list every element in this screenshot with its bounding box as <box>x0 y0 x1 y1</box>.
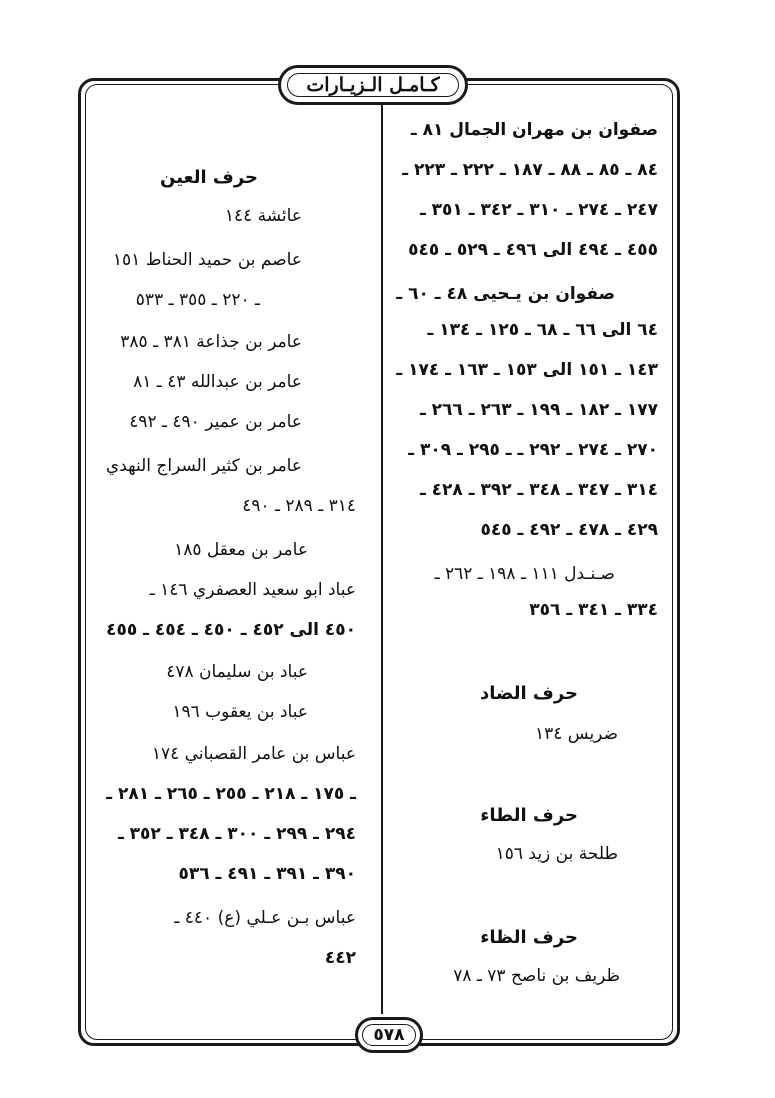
index-entry: صفوان بن يـحيى ٤٨ ـ ٦٠ ـ <box>396 284 615 304</box>
index-entry: صـنـدل ١١١ ـ ١٩٨ ـ ٢٦٢ ـ <box>434 564 615 584</box>
section-heading: حرف الضاد <box>479 683 578 704</box>
index-entry: ٤٥٥ ـ ٤٩٤ الى ٤٩٦ ـ ٥٢٩ ـ ٥٤٥ <box>408 240 658 260</box>
index-entry: ٢٧٠ ـ ٢٧٤ ـ ٢٩٢ ـ ـ ٢٩٥ ـ ٣٠٩ ـ <box>408 440 658 460</box>
index-entry: عامر بن معقل ١٨٥ <box>174 540 308 560</box>
running-header <box>278 65 468 105</box>
index-entry: ٤٤٢ <box>324 948 356 968</box>
index-entry: ٦٤ الى ٦٦ ـ ٦٨ ـ ١٢٥ ـ ١٣٤ ـ <box>427 320 658 340</box>
index-entry: ظريف بن ناصح ٧٣ ـ ٧٨ <box>453 966 620 986</box>
index-entry: عامر بن جذاعة ٣٨١ ـ ٣٨٥ <box>120 332 302 352</box>
index-entry: ٣١٤ ـ ٢٨٩ ـ ٤٩٠ <box>242 496 356 516</box>
section-heading: حرف الطاء <box>480 805 578 826</box>
index-entry: ٢٩٤ ـ ٢٩٩ ـ ٣٠٠ ـ ٣٤٨ ـ ٣٥٢ ـ <box>117 824 356 844</box>
index-entry: ١٤٣ ـ ١٥١ الى ١٥٣ ـ ١٦٣ ـ ١٧٤ ـ <box>396 360 658 380</box>
index-entry: ١٧٧ ـ ١٨٢ ـ ١٩٩ ـ ٢٦٣ ـ ٢٦٦ ـ <box>419 400 658 420</box>
index-entry: ٢٤٧ ـ ٢٧٤ ـ ٣١٠ ـ ٣٤٢ ـ ٣٥١ ـ <box>419 200 658 220</box>
index-entry: ٨٤ ـ ٨٥ ـ ٨٨ ـ ١٨٧ ـ ٢٢٢ ـ ٢٢٣ ـ <box>402 160 658 180</box>
index-entry: عباد ابو سعيد العصفري ١٤٦ ـ <box>149 580 356 600</box>
index-entry: عباس بن عامر القصباني ١٧٤ <box>151 744 356 764</box>
index-entry: عاصم بن حميد الحناط ١٥١ <box>112 250 302 270</box>
index-entry: عائشة ١٤٤ <box>224 206 302 226</box>
index-entry: ٣٩٠ ـ ٣٩١ ـ ٤٩١ ـ ٥٣٦ <box>178 864 356 884</box>
index-entry: عامر بن عبدالله ٤٣ ـ ٨١ <box>133 372 302 392</box>
index-entry: ٣١٤ ـ ٣٤٧ ـ ٣٤٨ ـ ٣٩٢ ـ ٤٢٨ ـ <box>419 480 658 500</box>
index-entry: عباد بن يعقوب ١٩٦ <box>172 702 308 722</box>
index-entry: ٤٥٠ الى ٤٥٢ ـ ٤٥٠ ـ ٤٥٤ ـ ٤٥٥ <box>106 620 356 640</box>
index-entry: عامر بن عمير ٤٩٠ ـ ٤٩٢ <box>129 412 302 432</box>
index-entry: صفوان بن مهران الجمال ٨١ ـ <box>410 120 658 140</box>
column-divider <box>381 104 383 1014</box>
index-entry: عباس بـن عـلي (ع) ٤٤٠ ـ <box>174 908 356 928</box>
section-heading: حرف الظاء <box>480 927 578 948</box>
section-heading: حرف العين <box>160 167 258 188</box>
page-number <box>355 1017 423 1053</box>
index-entry: ضريس ١٣٤ <box>534 724 618 744</box>
index-entry: ـ ٢٢٠ ـ ٣٥٥ ـ ٥٣٣ <box>135 290 260 310</box>
index-entry: عباد بن سليمان ٤٧٨ <box>166 662 308 682</box>
index-entry: ٣٣٤ ـ ٣٤١ ـ ٣٥٦ <box>529 600 658 620</box>
index-entry: عامر بن كثير السراج النهدي <box>105 456 302 476</box>
page-number-label: ٥٧٨ <box>373 1025 405 1045</box>
index-entry: ـ ١٧٥ ـ ٢١٨ ـ ٢٥٥ ـ ٢٦٥ ـ ٢٨١ ـ <box>106 784 356 804</box>
index-entry: طلحة بن زيد ١٥٦ <box>495 844 618 864</box>
index-entry: ٤٢٩ ـ ٤٧٨ ـ ٤٩٢ ـ ٥٤٥ <box>480 520 658 540</box>
book-title: كـامـل الـزيـارات <box>306 74 440 96</box>
